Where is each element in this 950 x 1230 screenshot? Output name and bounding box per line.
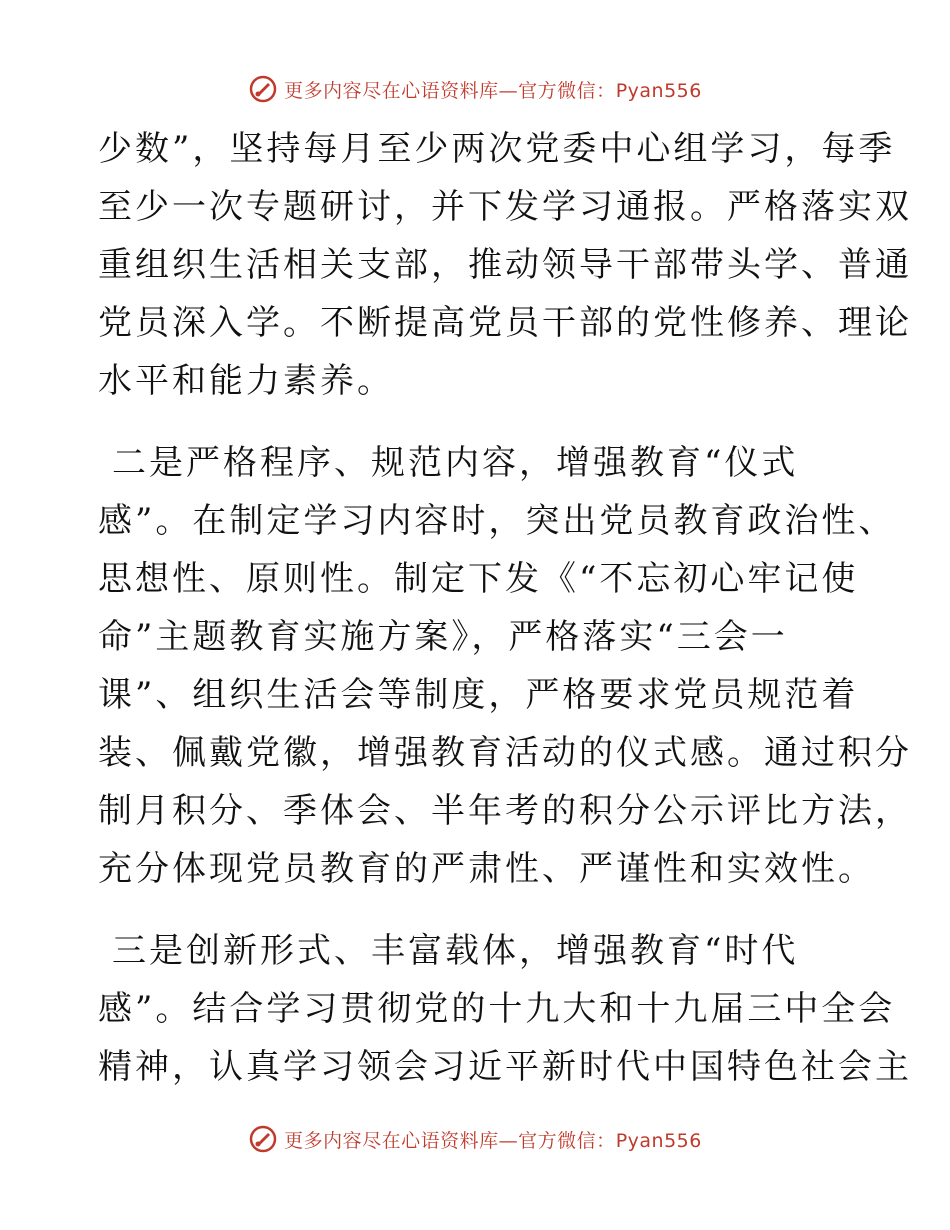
text-line: 充分体现党员教育的严肃性、严谨性和实效性。 bbox=[98, 849, 875, 889]
watermark-label: 官方微信： bbox=[518, 79, 616, 102]
text-line: 制月积分、季体会、半年考的积分公示评比方法， bbox=[98, 791, 912, 831]
watermark-brand: 更多内容尽在心语资料库 bbox=[284, 1129, 499, 1152]
watermark-wechat-id: Pyan556 bbox=[615, 1129, 702, 1152]
watermark-text bbox=[284, 1126, 702, 1153]
watermark-wechat-id: Pyan556 bbox=[615, 79, 702, 102]
text-line: 装、佩戴党徽，增强教育活动的仪式感。通过积分 bbox=[98, 733, 912, 773]
text-line: 课”、组织生活会等制度，严格要求党员规范着 bbox=[98, 675, 859, 715]
watermark-label: 官方微信： bbox=[518, 1129, 616, 1152]
text-line: 重组织生活相关支部，推动领导干部带头学、普通 bbox=[98, 245, 912, 285]
text-line: 精神，认真学习领会习近平新时代中国特色社会主 bbox=[98, 1047, 912, 1087]
text-line: 命”主题教育实施方案》，严格落实“三会一 bbox=[98, 617, 788, 657]
document-body bbox=[98, 120, 912, 1096]
text-line: 至少一次专题研讨，并下发学习通报。严格落实双 bbox=[98, 187, 912, 227]
text-line: 感”。结合学习贯彻党的十九大和十九届三中全会 bbox=[98, 989, 896, 1029]
text-line: 二是严格程序、规范内容，增强教育“仪式 bbox=[112, 443, 799, 483]
footer-watermark bbox=[0, 1124, 950, 1154]
header-watermark bbox=[0, 74, 950, 104]
text-line: 少数”，坚持每月至少两次党委中心组学习，每季 bbox=[98, 129, 896, 169]
watermark-separator: — bbox=[498, 1129, 519, 1152]
watermark-text bbox=[284, 76, 702, 103]
text-line: 思想性、原则性。制定下发《“不忘初心牢记使 bbox=[98, 559, 859, 599]
paragraph-1 bbox=[98, 120, 912, 410]
text-line: 感”。在制定学习内容时，突出党员教育政治性、 bbox=[98, 501, 896, 541]
text-line: 水平和能力素养。 bbox=[98, 361, 394, 401]
watermark-separator: — bbox=[498, 79, 519, 102]
watermark-brand: 更多内容尽在心语资料库 bbox=[284, 79, 499, 102]
text-line: 三是创新形式、丰富载体，增强教育“时代 bbox=[112, 931, 799, 971]
text-line: 党员深入学。不断提高党员干部的党性修养、理论 bbox=[98, 303, 912, 343]
logo-icon bbox=[248, 74, 278, 104]
paragraph-3 bbox=[98, 922, 912, 1096]
paragraph-2 bbox=[98, 434, 912, 898]
logo-icon bbox=[248, 1124, 278, 1154]
